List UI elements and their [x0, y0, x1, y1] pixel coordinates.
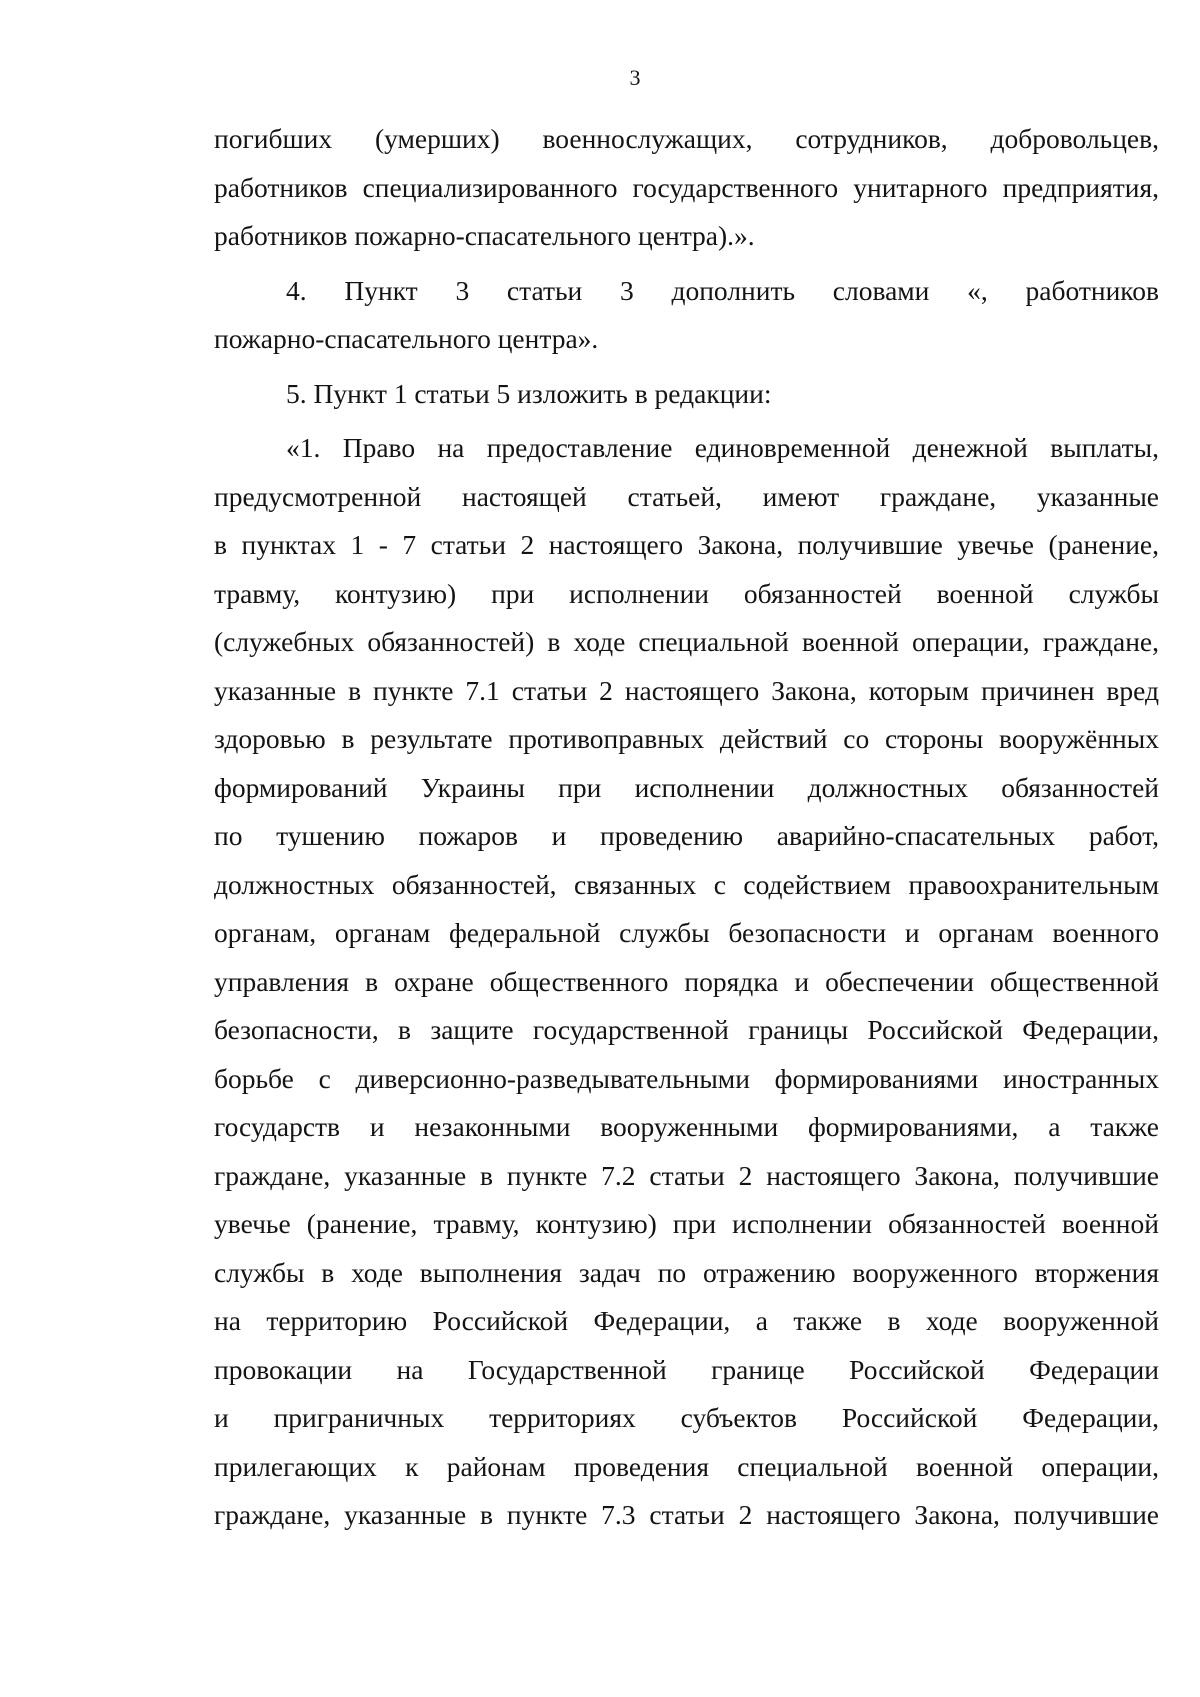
page-number: 3 [629, 65, 641, 90]
paragraph-continuation [214, 115, 1159, 261]
document-body [214, 115, 1159, 1540]
text-line: должностных обязанностей, связанных с содействием правоохранительным [214, 868, 1159, 900]
text-line: предусмотренной настоящей статьей, имеют граждане, указанные [214, 480, 1159, 512]
paragraph-item-5 [214, 370, 1159, 419]
text-line: здоровью в результате противоправных действий со стороны вооружённых [214, 723, 1159, 754]
text-line: «1. Право на предоставление единовременной денежной выплаты, [286, 432, 1159, 463]
text-line: безопасности, в защите государственной границы Российской Федерации, [214, 1014, 1159, 1045]
text-line: увечье (ранение, травму, контузию) при исполнении обязанностей военной [214, 1208, 1159, 1239]
text-line: управления в охране общественного порядка и обеспечении общественной [214, 965, 1159, 997]
text-line: граждане, указанные в пункте 7.3 статьи 2 настоящего Закона, получившие [214, 1499, 1159, 1530]
text-line: органам, органам федеральной службы безопасности и органам военного [214, 917, 1159, 948]
text-line: работников специализированного государственного унитарного предприятия, [214, 171, 1159, 203]
text-line: пожарно-спасательного центра». [214, 323, 599, 354]
text-line: и приграничных территориях субъектов Российской Федерации, [214, 1402, 1159, 1433]
text-line: травму, контузию) при исполнении обязанностей военной службы [214, 577, 1159, 609]
text-line: 5. Пункт 1 статьи 5 изложить в редакции: [286, 377, 772, 409]
text-line: провокации на Государственной границе Российской Федерации [214, 1353, 1159, 1385]
text-line: работников пожарно-спасательного центра).». [214, 220, 755, 251]
text-line: на территорию Российской Федерации, а также в ходе вооруженной [214, 1305, 1159, 1336]
text-line: службы в ходе выполнения задач по отражению вооруженного вторжения [214, 1256, 1159, 1288]
text-line: формирований Украины при исполнении должностных обязанностей [214, 771, 1159, 803]
paragraph-item-4 [214, 267, 1159, 364]
text-line: в пунктах 1 - 7 статьи 2 настоящего Закона, получившие увечье (ранение, [214, 529, 1159, 560]
text-line: 4. Пункт 3 статьи 3 дополнить словами «, работников [286, 274, 1159, 306]
text-line: государств и незаконными вооруженными формированиями, а также [214, 1111, 1159, 1142]
text-line: указанные в пункте 7.1 статьи 2 настоящего Закона, которым причинен вред [214, 674, 1159, 706]
paragraph-quoted-clause-1 [214, 424, 1159, 1540]
text-line: граждане, указанные в пункте 7.2 статьи 2 настоящего Закона, получившие [214, 1159, 1159, 1191]
text-line: погибших (умерших) военнослужащих, сотрудников, добровольцев, [214, 123, 1159, 154]
text-line: по тушению пожаров и проведению аварийно-спасательных работ, [214, 820, 1159, 851]
text-line: прилегающих к районам проведения специальной военной операции, [214, 1450, 1159, 1482]
text-line: борьбе с диверсионно-разведывательными формированиями иностранных [214, 1062, 1159, 1094]
text-line: (служебных обязанностей) в ходе специальной военной операции, граждане, [214, 626, 1159, 657]
